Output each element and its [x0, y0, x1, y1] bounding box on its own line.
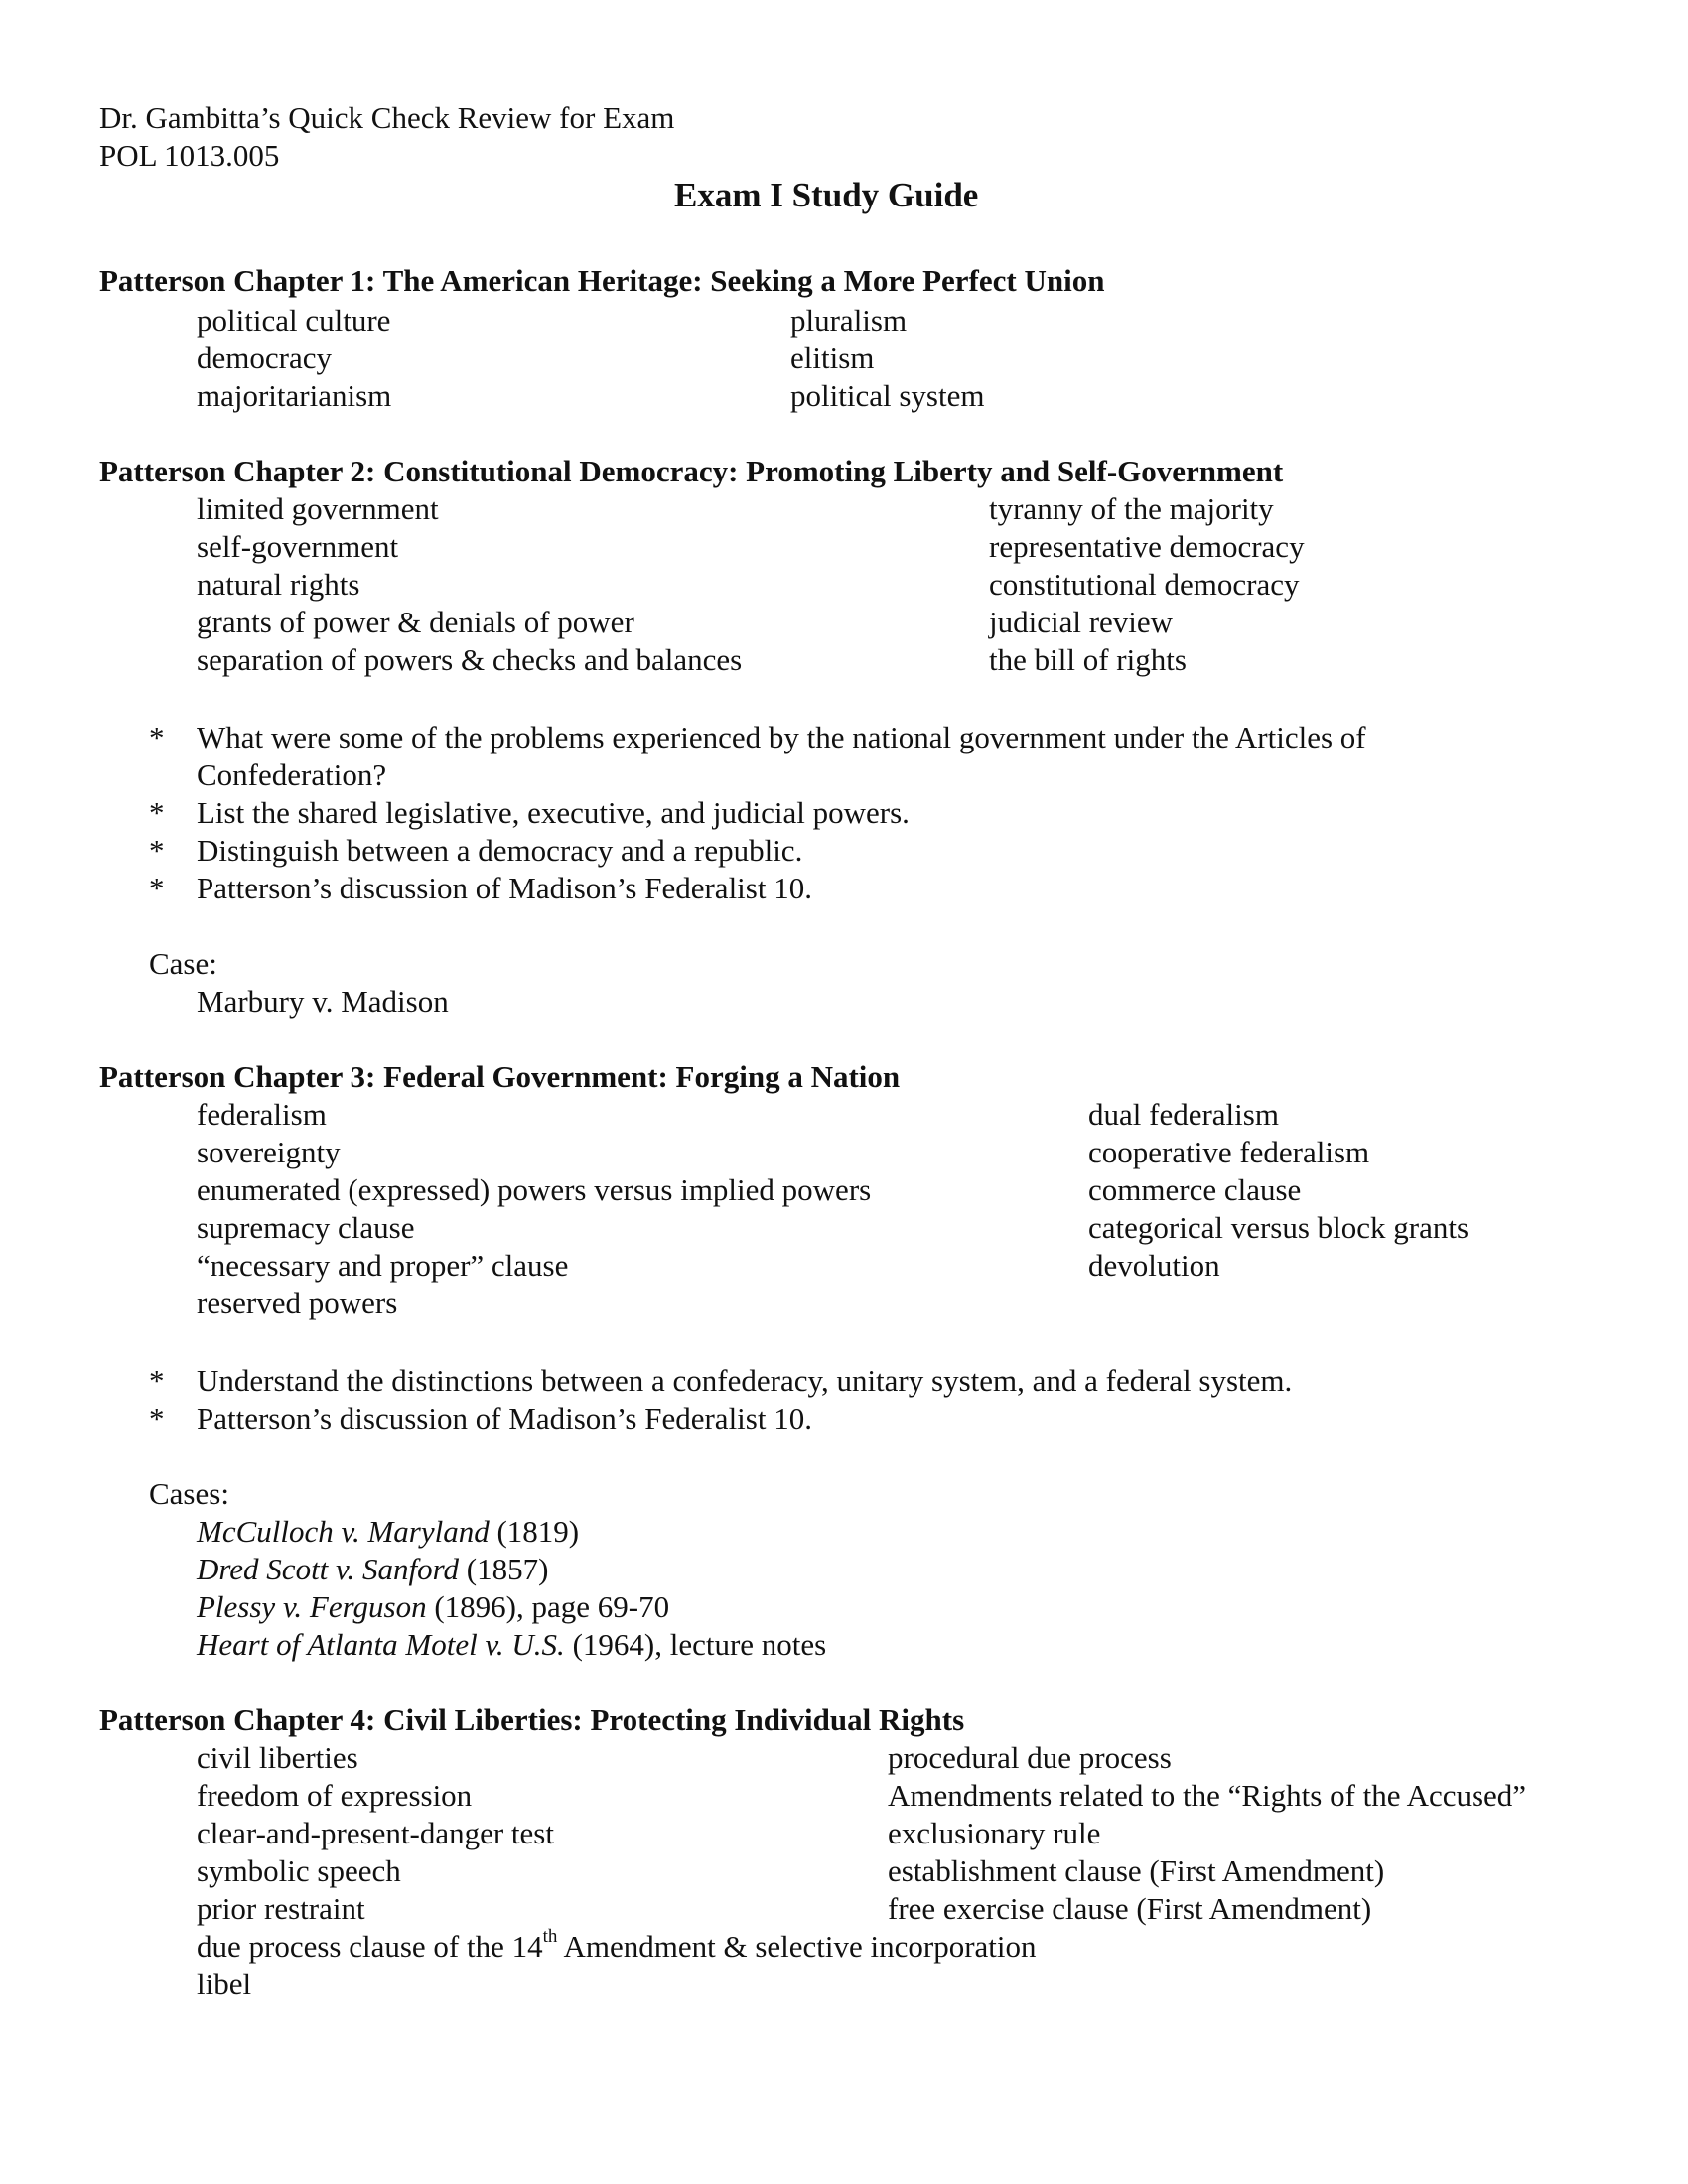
case-detail: (1819) [489, 1514, 580, 1549]
study-question: Patterson’s discussion of Madison’s Federalist 10. [197, 1401, 812, 1435]
term: free exercise clause (First Amendment) [888, 1891, 1372, 1926]
page-title: Exam I Study Guide [674, 176, 979, 214]
case-entry [197, 1588, 669, 1626]
term: separation of powers & checks and balances [197, 642, 743, 677]
term: procedural due process [888, 1740, 1172, 1775]
study-question: List the shared legislative, executive, and judicial powers. [197, 795, 910, 830]
term: supremacy clause [197, 1210, 415, 1245]
term: civil liberties [197, 1740, 358, 1775]
term: freedom of expression [197, 1778, 473, 1813]
chapter-4-heading: Patterson Chapter 4: Civil Liberties: Protecting Individual Rights [99, 1703, 965, 1737]
term: democracy [197, 341, 332, 375]
case-name: Plessy v. Ferguson [197, 1589, 427, 1624]
term: political system [790, 378, 985, 413]
term: enumerated (expressed) powers versus implied powers [197, 1172, 872, 1207]
term: dual federalism [1088, 1097, 1279, 1132]
term: representative democracy [989, 529, 1305, 564]
cases-label: Cases: [149, 1476, 229, 1511]
case-entry [197, 1626, 826, 1664]
term: exclusionary rule [888, 1816, 1101, 1850]
term: majoritarianism [197, 378, 392, 413]
case-name: Dred Scott v. Sanford [197, 1552, 460, 1586]
case-detail: (1896), page 69-70 [426, 1589, 670, 1624]
study-question: Distinguish between a democracy and a republic. [197, 833, 803, 868]
bullet-marker: * [149, 871, 165, 905]
term: prior restraint [197, 1891, 365, 1926]
case-name: Heart of Atlanta Motel v. U.S. [197, 1627, 565, 1662]
term: tyranny of the majority [989, 491, 1274, 526]
study-question: Understand the distinctions between a confederacy, unitary system, and a federal system. [197, 1363, 1293, 1398]
term: grants of power & denials of power [197, 605, 634, 639]
term: natural rights [197, 567, 360, 602]
term: clear-and-present-danger test [197, 1816, 554, 1850]
study-question-continued: Confederation? [197, 757, 387, 792]
term: symbolic speech [197, 1853, 401, 1888]
course-number: POL 1013.005 [99, 138, 280, 173]
term: establishment clause (First Amendment) [888, 1853, 1385, 1888]
bullet-marker: * [149, 833, 165, 868]
case-label: Case: [149, 946, 217, 981]
chapter-3-heading: Patterson Chapter 3: Federal Government: Forging a Nation [99, 1059, 901, 1094]
case-detail: (1964), lecture notes [564, 1627, 827, 1662]
bullet-marker: * [149, 1363, 165, 1398]
term: elitism [790, 341, 875, 375]
term: reserved powers [197, 1286, 398, 1320]
term: limited government [197, 491, 439, 526]
ordinal-suffix: th [542, 1925, 558, 1947]
term: devolution [1088, 1248, 1220, 1283]
term-due-process [197, 1925, 1037, 1966]
term: sovereignty [197, 1135, 341, 1169]
term: “necessary and proper” clause [197, 1248, 569, 1283]
term: self-government [197, 529, 399, 564]
chapter-2-heading: Patterson Chapter 2: Constitutional Democracy: Promoting Liberty and Self-Government [99, 454, 1284, 488]
case-detail: (1857) [459, 1552, 549, 1586]
term: libel [197, 1967, 252, 2001]
term: federalism [197, 1097, 327, 1132]
term-text: due process clause of the 14 [197, 1929, 543, 1964]
term: the bill of rights [989, 642, 1187, 677]
study-question: What were some of the problems experienced by the national government under the Articles of [197, 720, 1366, 754]
term: political culture [197, 303, 391, 338]
study-question: Patterson’s discussion of Madison’s Federalist 10. [197, 871, 812, 905]
term: Amendments related to the “Rights of the Accused” [888, 1778, 1527, 1813]
term: constitutional democracy [989, 567, 1300, 602]
bullet-marker: * [149, 1401, 165, 1435]
bullet-marker: * [149, 795, 165, 830]
term: commerce clause [1088, 1172, 1302, 1207]
bullet-marker: * [149, 720, 165, 754]
case-name: Marbury v. Madison [197, 984, 449, 1019]
term: pluralism [790, 303, 908, 338]
term: categorical versus block grants [1088, 1210, 1470, 1245]
case-entry [197, 1551, 548, 1588]
term-text: Amendment & selective incorporation [557, 1929, 1037, 1964]
case-name: McCulloch v. Maryland [197, 1514, 490, 1549]
term: cooperative federalism [1088, 1135, 1370, 1169]
case-entry [197, 1513, 579, 1551]
course-author-line: Dr. Gambitta’s Quick Check Review for Exam [99, 100, 675, 135]
chapter-1-heading: Patterson Chapter 1: The American Heritage: Seeking a More Perfect Union [99, 263, 1105, 298]
term: judicial review [989, 605, 1174, 639]
